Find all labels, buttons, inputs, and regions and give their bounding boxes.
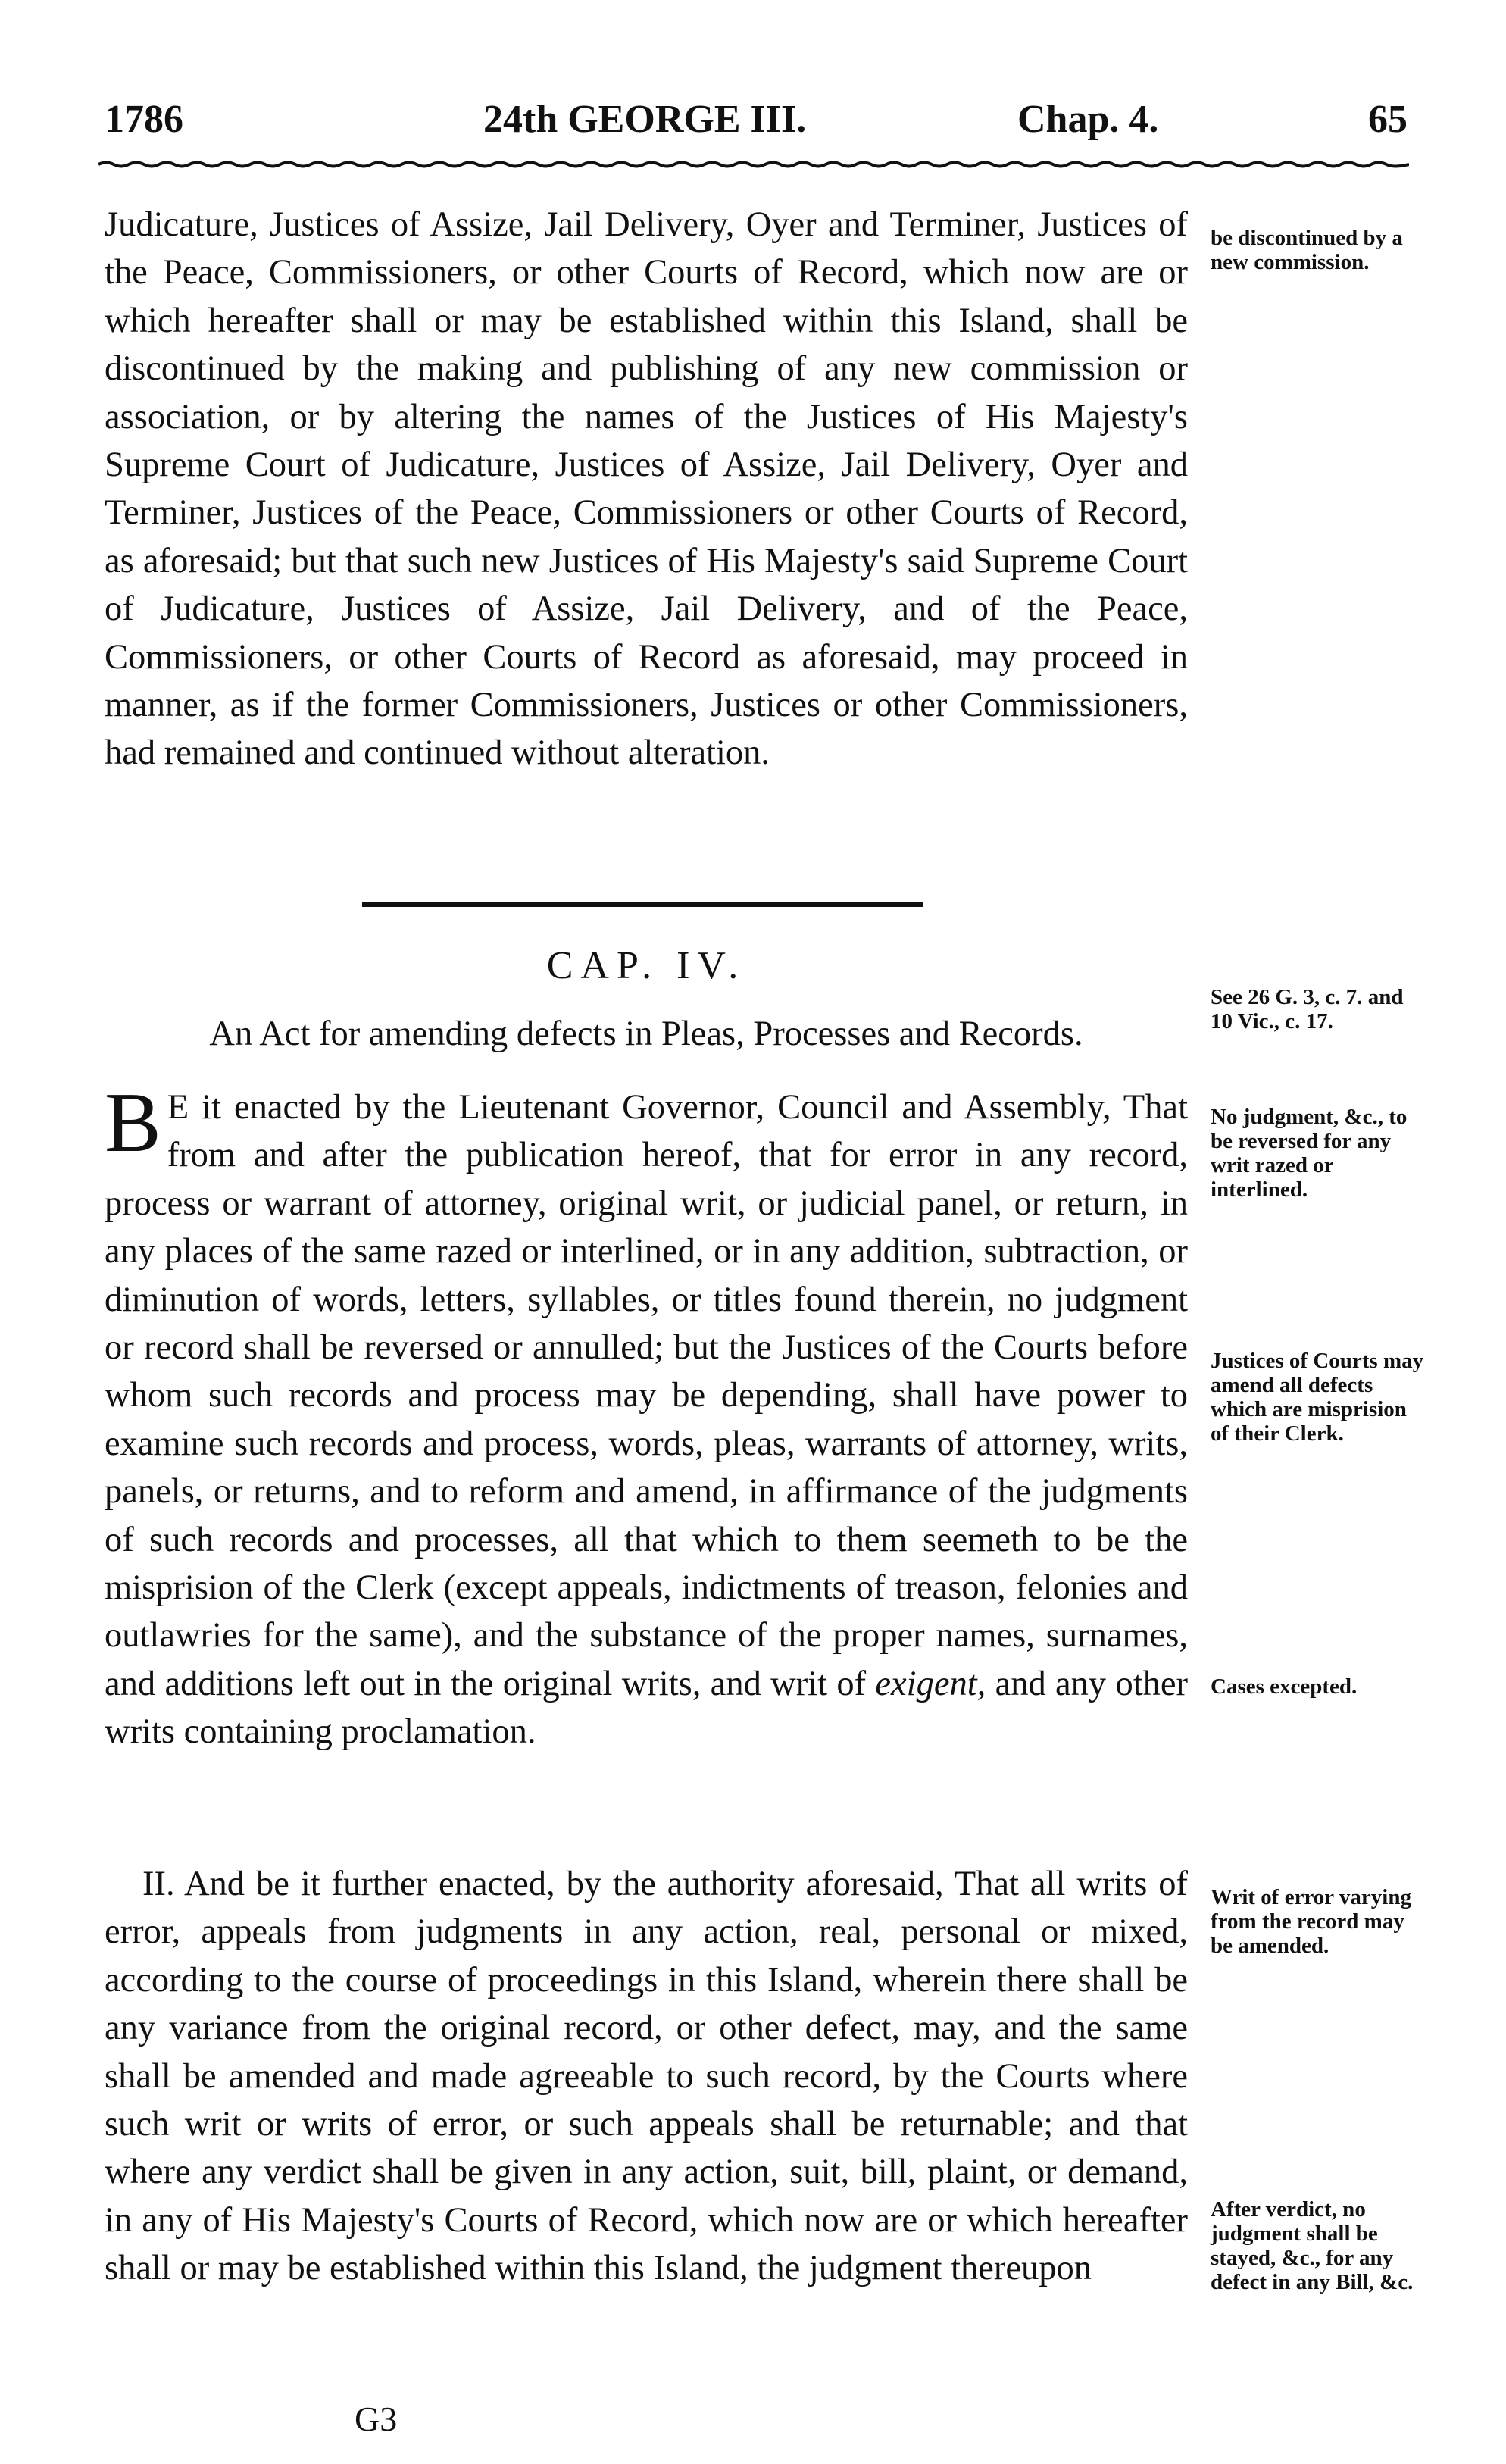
header-year: 1786	[105, 98, 183, 141]
section-1-text: E it enacted by the Lieutenant Governor, Council and Assembly, That from and after the publication hereof, that for error in any record, process or warrant of attorney, original writ, or judicial panel, or return, in any places of the same razed or interlined, or in any addition, subtraction, or diminution of words, letters, syllables, or titles found therein, no judgment or record shall be reversed or annulled; but the Justices of the Courts before whom such records and process may be depending, shall have power to examine such records and process, words, pleas, warrants of attorney, writs, panels, or returns, and to reform and amend, in affirmance of the judgments of such records and processes, all that which to them seemeth to be the misprision of the Clerk (except appeals, indictments of treason, felonies and outlawries for the same), and the substance of the proper names, surnames, and additions left out in the original writs, and writ of	[105, 1088, 1188, 1703]
header-title: 24th GEORGE III.	[483, 98, 807, 141]
section-2	[105, 1860, 1188, 2293]
section-2-text: II. And be it further enacted, by the authority aforesaid, That all writs of error, appeals from judgments in any action, real, personal or mixed, according to the course of proceedings in this Island, wherein there shall be any variance from the original record, or other defect, may, and the same shall be amended and made agreeable to such record, by the Courts where such writ or writs of error, or such appeals shall be returnable; and that where any verdict shall be given in any action, suit, bill, plaint, or demand, in any of His Majesty's Courts of Record, which now are or which hereafter shall or may be established within this Island, the judgment thereupon	[105, 1865, 1188, 2288]
margin-note-after-verdict: After verdict, no judgment shall be stayed, &c., for any defect in any Bill, &c.	[1211, 2197, 1414, 2294]
section-1-text-end: and any other writs containing proclamation.	[105, 1664, 1188, 1752]
margin-note-discontinued: be discontinued by a new commission.	[1211, 226, 1403, 274]
margin-note-justices-amend: Justices of Courts may amend all defects which are misprision of their Clerk.	[1211, 1349, 1424, 1446]
continuation-text: Judicature, Justices of Assize, Jail Delivery, Oyer and Terminer, Justices of the Peace, Commissioners, or other Courts of Record, which now are or which hereafter shall or may be established within this Island, shall be discontinued by the making and publishing of any new commission or association, or by altering the names of the Justices of His Majesty's Supreme Court of Judicature, Justices of Assize, Jail Delivery, Oyer and Terminer, Justices of the Peace, Commissioners or other Courts of Record, as aforesaid; but that such new Justices of His Majesty's said Supreme Court of Judicature, Justices of Assize, Jail Delivery, and of the Peace, Commissioners, or other Courts of Record as aforesaid, may proceed in manner, as if the former Commissioners, Justices or other Commissioners, had remained and continued without alteration.	[105, 205, 1188, 773]
header-chapter: Chap. 4.	[1017, 98, 1159, 141]
header-wavy-rule	[98, 159, 1409, 170]
section-1	[105, 1076, 1188, 1756]
header-page-number: 65	[1368, 98, 1408, 141]
chapter-heading: CAP. IV.	[546, 944, 746, 987]
margin-note-see-also: See 26 G. 3, c. 7. and 10 Vic., c. 17.	[1211, 985, 1404, 1033]
section-1-paragraph	[105, 1076, 1188, 1756]
drop-cap: B	[105, 1076, 161, 1170]
italic-term: exigent,	[875, 1664, 986, 1703]
margin-note-writ-of-error: Writ of error varying from the record may be amended.	[1211, 1885, 1411, 1958]
chapter-title: An Act for amending defects in Pleas, Processes and Records.	[209, 1015, 1083, 1053]
section-divider	[362, 902, 923, 907]
continuation-paragraph	[105, 201, 1188, 777]
running-header	[105, 97, 1408, 158]
margin-note-cases-excepted: Cases excepted.	[1211, 1674, 1358, 1699]
margin-note-no-judgment: No judgment, &c., to be reversed for any writ razed or interlined.	[1211, 1105, 1408, 1202]
signature-mark: G3	[355, 2400, 398, 2438]
